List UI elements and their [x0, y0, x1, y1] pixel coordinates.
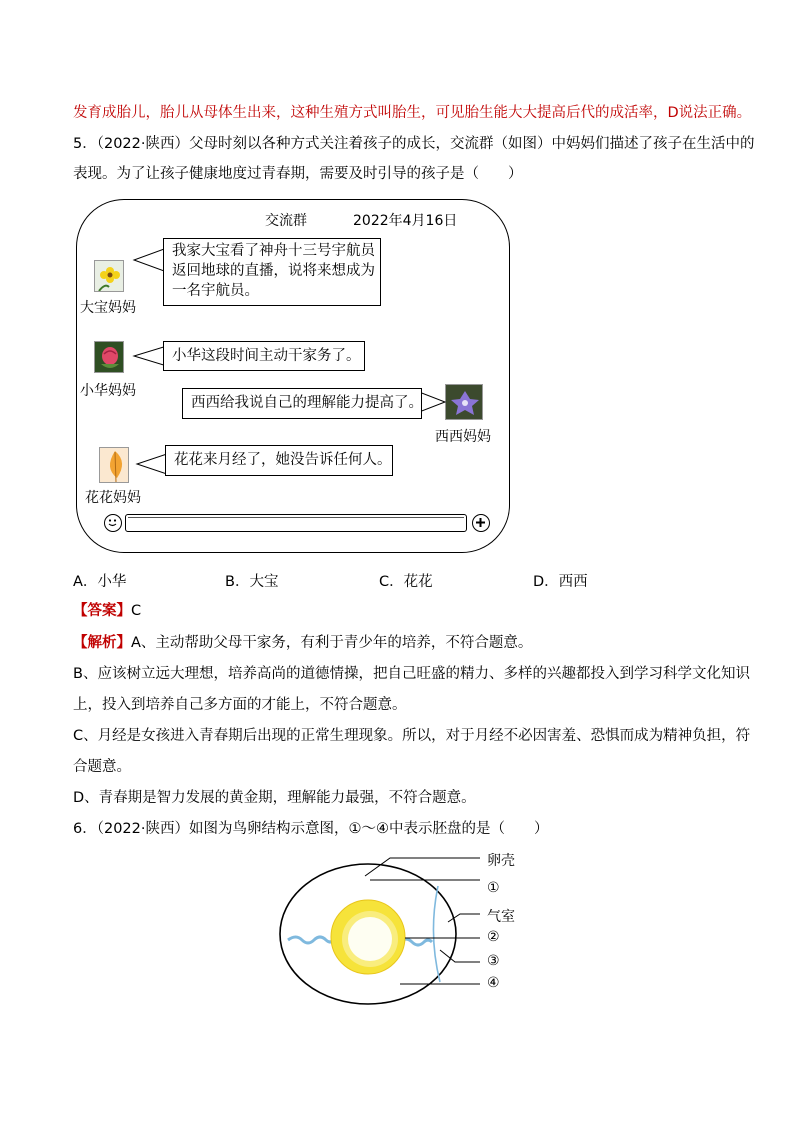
egg-leader-lines	[360, 850, 490, 1000]
question-6-stem: 6．（2022·陕西）如图为鸟卵结构示意图，①～④中表示胚盘的是（ ）	[73, 821, 549, 837]
chat-bubble-line: 我家大宝看了神舟十三号宇航员	[172, 243, 375, 259]
question-5-stem-line1: 5．（2022·陕西）父母时刻以各种方式关注着孩子的成长，交流群（如图）中妈妈们描述了孩子在生活中的	[73, 136, 755, 152]
chat-group-figure	[76, 199, 510, 553]
chat-date: 2022年4月16日	[353, 213, 458, 229]
analysis-tag: 【解析】	[73, 635, 131, 651]
chat-title: 交流群	[265, 213, 307, 229]
chat-bubble-line: 一名宇航员。	[172, 283, 259, 299]
answer-line	[73, 601, 141, 621]
smiley-icon[interactable]	[104, 514, 122, 532]
previous-answer-text: 发育成胎儿，胎儿从母体生出来，这种生殖方式叫胎生，可见胎生能大大提高后代的成活率，D说法正确。	[73, 105, 752, 121]
answer-tag: 【答案】	[73, 603, 131, 619]
chat-name-dabao-mom: 大宝妈妈	[80, 300, 136, 316]
label-2: ②	[487, 929, 500, 945]
analysis-line	[73, 633, 532, 653]
chat-name-xiaohua-mom: 小华妈妈	[80, 383, 136, 399]
chat-name-huahua-mom: 花花妈妈	[85, 490, 141, 506]
label-shell: 卵壳	[487, 853, 515, 869]
chat-name-xixi-mom: 西西妈妈	[435, 429, 491, 445]
chat-bubble-huahua: 花花来月经了，她没告诉任何人。	[165, 445, 393, 476]
chat-bubble-xixi: 西西给我说自己的理解能力提高了。	[182, 388, 422, 419]
analysis-line: D、青春期是智力发展的黄金期，理解能力最强，不符合题意。	[73, 790, 476, 806]
analysis-text: A、主动帮助父母干家务，有利于青少年的培养，不符合题意。	[131, 635, 533, 651]
chat-bubble-xiaohua: 小华这段时间主动干家务了。	[163, 341, 365, 371]
bellflower-avatar-icon	[445, 384, 483, 420]
option-d[interactable]: D．西西	[533, 574, 588, 590]
chat-bubble-line: 返回地球的直播，说将来想成为	[172, 263, 375, 279]
label-3: ③	[487, 953, 500, 969]
analysis-line: C、月经是女孩进入青春期后出现的正常生理现象。所以，对于月经不必因害羞、恐惧而成为精神负担，符	[73, 728, 751, 744]
leaf-avatar-icon	[99, 447, 129, 483]
rose-avatar-icon	[94, 341, 124, 373]
option-a[interactable]: A．小华	[73, 574, 127, 590]
analysis-line: 上，投入到培养自己多方面的才能上，不符合题意。	[73, 697, 407, 713]
question-5-stem-line2: 表现。为了让孩子健康地度过青春期，需要及时引导的孩子是（ ）	[73, 166, 523, 182]
analysis-line: B、应该树立远大理想，培养高尚的道德情操，把自己旺盛的精力、多样的兴趣都投入到学习科学文化知识	[73, 666, 750, 682]
chat-bubble-dabao	[163, 238, 381, 306]
plus-circle-icon[interactable]	[472, 514, 490, 532]
flower-avatar-icon	[94, 260, 124, 292]
chat-message-input[interactable]	[125, 514, 467, 532]
option-c[interactable]: C．花花	[379, 574, 433, 590]
label-1: ①	[487, 880, 500, 896]
answer-value: C	[131, 603, 142, 619]
option-b[interactable]: B．大宝	[225, 574, 279, 590]
label-air-chamber: 气室	[487, 909, 515, 925]
label-4: ④	[487, 975, 500, 991]
analysis-line: 合题意。	[73, 759, 131, 775]
